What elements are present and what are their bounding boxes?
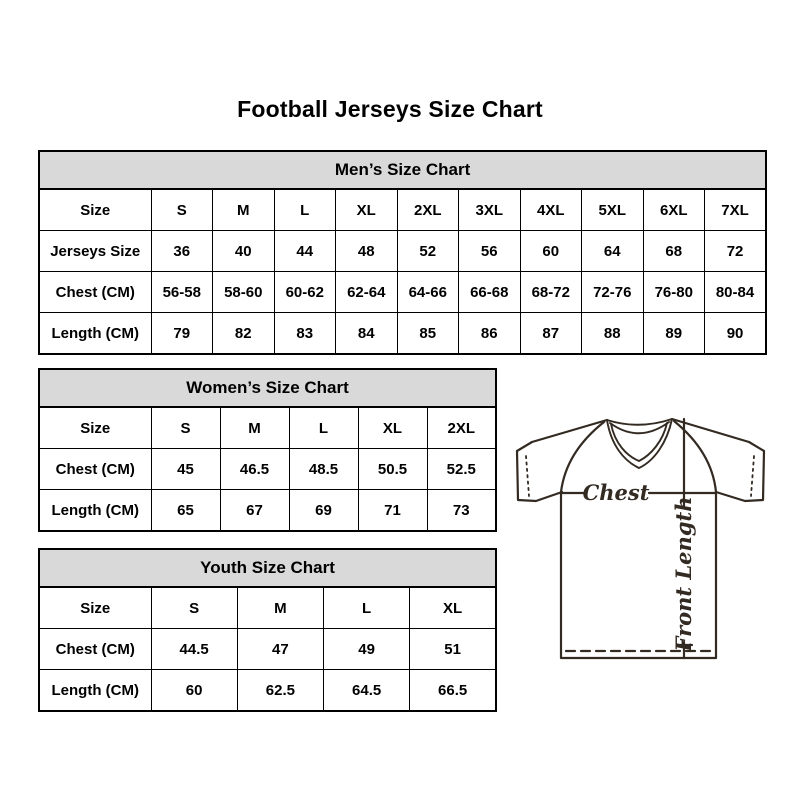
table-row bbox=[39, 587, 496, 629]
size-cell: 56 bbox=[459, 231, 521, 272]
row-label: Chest (CM) bbox=[39, 272, 151, 313]
size-cell: 36 bbox=[151, 231, 213, 272]
size-cell: 45 bbox=[151, 449, 220, 490]
row-label: Length (CM) bbox=[39, 670, 151, 712]
size-cell: 73 bbox=[427, 490, 496, 532]
size-cell: 60-62 bbox=[274, 272, 336, 313]
size-cell: L bbox=[289, 407, 358, 449]
size-cell: 79 bbox=[151, 313, 213, 355]
size-cell: 48.5 bbox=[289, 449, 358, 490]
table-row bbox=[39, 670, 496, 712]
mens-table-caption: Men’s Size Chart bbox=[39, 151, 766, 189]
size-cell: 3XL bbox=[459, 189, 521, 231]
table-caption-row bbox=[39, 151, 766, 189]
size-cell: 68 bbox=[643, 231, 705, 272]
size-cell: 4XL bbox=[520, 189, 582, 231]
table-row bbox=[39, 629, 496, 670]
size-cell: 48 bbox=[336, 231, 398, 272]
size-cell: 69 bbox=[289, 490, 358, 532]
size-cell: 85 bbox=[397, 313, 459, 355]
size-cell: 62.5 bbox=[237, 670, 323, 712]
size-cell: S bbox=[151, 189, 213, 231]
youth-table-caption: Youth Size Chart bbox=[39, 549, 496, 587]
size-cell: 7XL bbox=[705, 189, 767, 231]
size-cell: XL bbox=[410, 587, 496, 629]
size-cell: L bbox=[324, 587, 410, 629]
size-cell: 82 bbox=[213, 313, 275, 355]
jersey-measurement-diagram bbox=[504, 404, 776, 676]
row-label: Size bbox=[39, 407, 151, 449]
size-cell: 84 bbox=[336, 313, 398, 355]
size-cell: 2XL bbox=[397, 189, 459, 231]
youth-size-table bbox=[38, 548, 497, 712]
size-cell: 44 bbox=[274, 231, 336, 272]
table-row bbox=[39, 449, 496, 490]
size-cell: 66-68 bbox=[459, 272, 521, 313]
row-label: Size bbox=[39, 189, 151, 231]
table-row bbox=[39, 407, 496, 449]
size-cell: 51 bbox=[410, 629, 496, 670]
row-label: Length (CM) bbox=[39, 313, 151, 355]
size-cell: 64.5 bbox=[324, 670, 410, 712]
size-cell: 88 bbox=[582, 313, 644, 355]
size-cell: 58-60 bbox=[213, 272, 275, 313]
size-cell: 67 bbox=[220, 490, 289, 532]
size-cell: 66.5 bbox=[410, 670, 496, 712]
table-row bbox=[39, 313, 766, 355]
size-cell: 60 bbox=[151, 670, 237, 712]
size-cell: 87 bbox=[520, 313, 582, 355]
size-cell: L bbox=[274, 189, 336, 231]
size-cell: S bbox=[151, 587, 237, 629]
size-cell: 89 bbox=[643, 313, 705, 355]
size-cell: 86 bbox=[459, 313, 521, 355]
row-label: Length (CM) bbox=[39, 490, 151, 532]
size-cell: 5XL bbox=[582, 189, 644, 231]
womens-table-caption: Women’s Size Chart bbox=[39, 369, 496, 407]
size-cell: 80-84 bbox=[705, 272, 767, 313]
womens-size-table bbox=[38, 368, 497, 532]
chest-label: Chest bbox=[582, 480, 650, 505]
size-cell: 6XL bbox=[643, 189, 705, 231]
size-cell: 83 bbox=[274, 313, 336, 355]
mens-size-table bbox=[38, 150, 767, 355]
size-cell: XL bbox=[336, 189, 398, 231]
size-cell: M bbox=[213, 189, 275, 231]
jersey-outline bbox=[517, 419, 764, 658]
size-cell: XL bbox=[358, 407, 427, 449]
size-cell: 65 bbox=[151, 490, 220, 532]
front-length-label: Front Length bbox=[671, 496, 696, 652]
size-cell: 64 bbox=[582, 231, 644, 272]
row-label: Chest (CM) bbox=[39, 629, 151, 670]
size-cell: 60 bbox=[520, 231, 582, 272]
size-cell: S bbox=[151, 407, 220, 449]
row-label: Chest (CM) bbox=[39, 449, 151, 490]
size-cell: 52.5 bbox=[427, 449, 496, 490]
page-title: Football Jerseys Size Chart bbox=[237, 96, 543, 122]
size-cell: M bbox=[237, 587, 323, 629]
size-cell: 56-58 bbox=[151, 272, 213, 313]
size-cell: 44.5 bbox=[151, 629, 237, 670]
collar bbox=[607, 419, 672, 468]
size-cell: 40 bbox=[213, 231, 275, 272]
size-cell: 2XL bbox=[427, 407, 496, 449]
size-cell: 46.5 bbox=[220, 449, 289, 490]
table-row bbox=[39, 490, 496, 532]
size-cell: 71 bbox=[358, 490, 427, 532]
table-row bbox=[39, 272, 766, 313]
size-cell: 72 bbox=[705, 231, 767, 272]
size-cell: 50.5 bbox=[358, 449, 427, 490]
row-label: Size bbox=[39, 587, 151, 629]
table-row bbox=[39, 189, 766, 231]
size-cell: 72-76 bbox=[582, 272, 644, 313]
size-cell: 52 bbox=[397, 231, 459, 272]
size-cell: 62-64 bbox=[336, 272, 398, 313]
row-label: Jerseys Size bbox=[39, 231, 151, 272]
table-caption-row bbox=[39, 369, 496, 407]
table-row bbox=[39, 231, 766, 272]
size-cell: 76-80 bbox=[643, 272, 705, 313]
size-cell: M bbox=[220, 407, 289, 449]
size-cell: 90 bbox=[705, 313, 767, 355]
table-caption-row bbox=[39, 549, 496, 587]
size-cell: 64-66 bbox=[397, 272, 459, 313]
size-cell: 47 bbox=[237, 629, 323, 670]
size-cell: 49 bbox=[324, 629, 410, 670]
size-cell: 68-72 bbox=[520, 272, 582, 313]
